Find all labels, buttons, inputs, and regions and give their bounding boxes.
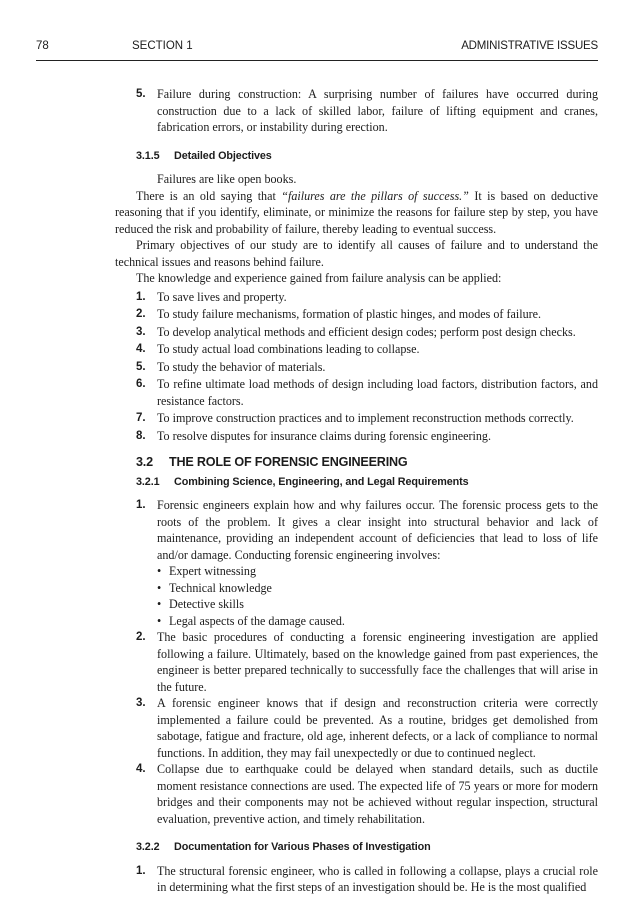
list-text: A forensic engineer knows that if design and reconstruction criteria were correctly implemented a failure could be prevented. As a routine, bridges get demolished from sabotage, fatigue and fracture, old age, inherent defects, or a lack of compliance to normal functions. In addition, they may fail unexpectedly or due to continued neglect. (157, 696, 598, 760)
heading-number: 3.2.2 (136, 841, 160, 853)
paragraph (115, 188, 598, 238)
list-number: 4. (136, 763, 146, 775)
bullet-item (157, 563, 598, 580)
paragraph: The knowledge and experience gained from failure analysis can be applied: (136, 271, 502, 285)
list-item (136, 289, 598, 306)
heading-number: 3.2 (136, 455, 153, 469)
list-item (136, 761, 598, 827)
list-item (136, 695, 598, 761)
page-body (115, 86, 599, 896)
chapter-label: ADMINISTRATIVE ISSUES (461, 40, 598, 52)
bullet-icon: • (157, 564, 162, 578)
bullet-text: Technical knowledge (169, 580, 272, 595)
list-number: 7. (136, 412, 146, 424)
list-item (136, 359, 598, 376)
list-text: The basic procedures of conducting a forensic engineering investigation are applied following a failure. Ultimately, based on the knowledge gained from past experiences, the engineer is better prepared technically to successfully face the challenges that will arise in the future. (157, 630, 598, 694)
heading-title: Combining Science, Engineering, and Legal Requirements (174, 475, 469, 488)
list-item (136, 306, 598, 323)
list-number: 1. (136, 864, 146, 877)
subsection-heading-3-2-2 (136, 839, 598, 856)
heading-title: Detailed Objectives (174, 149, 272, 162)
paragraph-text: It is based on deductive reasoning that if you identify, eliminate, or minimize the reasons for failure step by step, you have reduced the risk and probability of failure, thereby leading to eventual success. (115, 188, 599, 236)
heading-title: Documentation for Various Phases of Investigation (174, 841, 431, 853)
paragraph-text: There is an old saying that (136, 188, 282, 203)
bullet-text: Legal aspects of the damage caused. (169, 613, 345, 628)
list-text: To resolve disputes for insurance claims during forensic engineering. (157, 428, 491, 443)
bullet-item (157, 613, 598, 630)
list-item (136, 376, 598, 409)
list-number: 2. (136, 631, 146, 643)
list-text: To improve construction practices and to implement reconstruction methods correctly. (157, 411, 574, 425)
bullet-icon: • (157, 580, 162, 595)
list-text: Failure during construction: A surprising number of failures have occurred during construction due to a lack of skilled labor, failure of lifting equipment and cranes, fabrication errors, or instability during erection. (157, 87, 598, 134)
paragraph: Primary objectives of our study are to identify all causes of failure and to understand the technical issues and reasons behind failure. (115, 238, 598, 269)
list-item (136, 497, 598, 563)
list-number: 3. (136, 325, 146, 338)
subsection-heading-3-1-5 (136, 148, 598, 165)
list-number: 8. (136, 429, 146, 442)
heading-number: 3.1.5 (136, 149, 160, 162)
list-number: 6. (136, 378, 146, 390)
list-text: To refine ultimate load methods of design including load factors, distribution factors, and resistance factors. (157, 377, 598, 408)
list-number: 3. (136, 697, 146, 709)
bullet-list (136, 563, 598, 629)
list-item (136, 863, 598, 896)
list-item (136, 324, 598, 341)
list-item (136, 86, 598, 136)
quote: “failures are the pillars of success.” (281, 188, 469, 203)
list-number: 1. (136, 290, 146, 303)
running-header (36, 38, 598, 61)
bullet-icon: • (157, 597, 162, 611)
list-item (136, 428, 598, 445)
list-text: The structural forensic engineer, who is called in following a collapse, plays a crucial role in determining what the first steps of an investigation should be. He is the most qualified (157, 863, 598, 894)
list-text: To study actual load combinations leading to collapse. (157, 342, 420, 356)
list-text: Forensic engineers explain how and why failures occur. The forensic process gets to the roots of the problem. It gives a clear insight into structural behavior and lack of maintenance, providing an independent account of deficiencies that lead to loss of life and/or damage. Conducting forensic engineering involves: (157, 498, 598, 562)
list-text: To save lives and property. (157, 289, 287, 304)
list-number: 1. (136, 499, 146, 511)
bullet-item (157, 580, 598, 597)
list-item (136, 341, 598, 358)
list-number: 4. (136, 343, 146, 355)
heading-title: THE ROLE OF FORENSIC ENGINEERING (169, 455, 408, 469)
heading-number: 3.2.1 (136, 475, 160, 488)
subsection-heading-3-2-1 (136, 474, 598, 491)
list-item (136, 410, 598, 427)
list-number: 5. (136, 360, 146, 373)
bullet-item (157, 596, 598, 613)
list-item (136, 629, 598, 695)
bullet-text: Detective skills (169, 597, 244, 611)
list-number: 5. (136, 88, 146, 100)
list-text: Collapse due to earthquake could be delayed when standard details, such as ductile moment resistance connections are used. The expected life of 75 years or more for modern bridges and their components may not be achieved without regular inspection, structural evaluation, preventive action, and timely rehabilitation. (157, 762, 598, 826)
list-number: 2. (136, 308, 146, 320)
paragraph: Failures are like open books. (157, 172, 297, 186)
list-text: To study failure mechanisms, formation of plastic hinges, and modes of failure. (157, 307, 542, 321)
page-number: 78 (36, 40, 49, 52)
bullet-text: Expert witnessing (169, 564, 256, 578)
section-heading-3-2 (136, 454, 598, 471)
bullet-icon: • (157, 613, 162, 628)
list-text: To study the behavior of materials. (157, 359, 326, 374)
section-label: SECTION 1 (132, 40, 193, 52)
list-text: To develop analytical methods and efficient design codes; perform post design checks. (157, 324, 576, 339)
